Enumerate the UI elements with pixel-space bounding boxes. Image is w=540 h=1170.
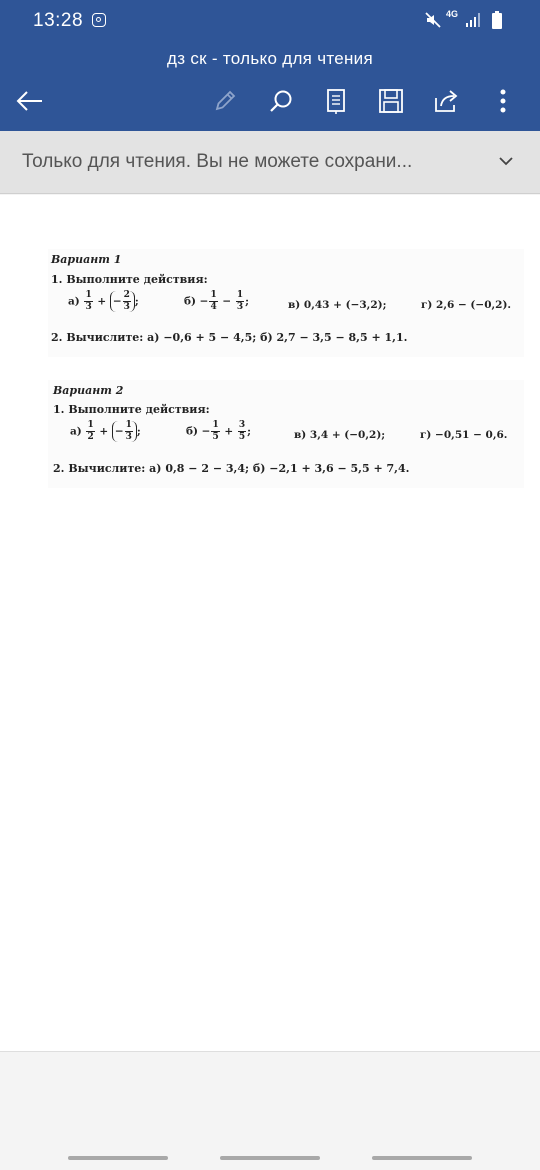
variant-2-item-a: а) $\frac{1}{2}$ + − $\frac{1}{3}$ ; <box>70 420 141 442</box>
variant-2-image <box>48 380 524 488</box>
variant-1-item-g: г) 2,6 − (−0,2). <box>421 299 512 311</box>
variant-1-title: Вариант 1 <box>51 253 122 266</box>
status-time: 13:28 <box>33 10 84 31</box>
more-button[interactable] <box>486 84 520 118</box>
more-icon <box>499 88 507 114</box>
fraction: $\frac{1}{3}$ <box>85 290 92 312</box>
variant-1-task-1: 1. Выполните действия: <box>51 273 208 286</box>
variant-1-item-v: в) 0,43 + (−3,2); <box>288 299 387 311</box>
variant-1-item-a: а) $\frac{1}{3}$ + − $\frac{2}{3}$ ; <box>68 290 139 312</box>
save-icon <box>378 88 404 114</box>
network-type: 4G <box>446 9 459 19</box>
nav-handle-right[interactable] <box>372 1156 472 1160</box>
search-button[interactable] <box>264 84 298 118</box>
fraction: $\frac{1}{5}$ <box>212 420 219 442</box>
battery-icon <box>492 11 502 29</box>
variant-1-item-b: б) − $\frac{1}{4}$ − $\frac{1}{3}$ ; <box>184 290 249 312</box>
fraction: $\frac{1}{3}$ <box>125 420 132 442</box>
edit-button[interactable] <box>208 84 242 118</box>
variant-1-task-2: 2. Вычислите: а) −0,6 + 5 − 4,5; б) 2,7 − 3,5 − 8,5 + 1,1. <box>51 331 408 344</box>
variant-1-image <box>48 249 524 357</box>
fraction: $\frac{1}{4}$ <box>210 290 217 312</box>
search-icon <box>268 88 294 114</box>
fraction: $\frac{3}{5}$ <box>238 420 246 442</box>
nav-handle-left[interactable] <box>68 1156 168 1160</box>
variant-2-item-v: в) 3,4 + (−0,2); <box>294 429 386 441</box>
gesture-nav-bar <box>0 1146 540 1170</box>
chevron-down-icon[interactable] <box>498 155 514 167</box>
read-only-message: Только для чтения. Вы не можете сохрани... <box>22 151 413 172</box>
share-button[interactable] <box>430 84 464 118</box>
app-bar <box>0 0 540 131</box>
variant-2-item-g: г) −0,51 − 0,6. <box>420 429 508 441</box>
instagram-icon <box>92 13 106 27</box>
pencil-icon <box>212 88 238 114</box>
reading-view-icon <box>325 88 347 114</box>
fraction: $\frac{2}{3}$ <box>123 290 130 312</box>
back-arrow-icon <box>15 90 43 112</box>
fraction: $\frac{1}{2}$ <box>87 420 94 442</box>
variant-2-item-b: б) − $\frac{1}{5}$ + $\frac{3}{5}$ ; <box>186 420 251 442</box>
document-page[interactable] <box>0 195 540 1052</box>
document-title: дз ск - только для чтения <box>166 49 373 68</box>
variant-2-task-1: 1. Выполните действия: <box>53 403 210 416</box>
variant-2-task-2: 2. Вычислите: а) 0,8 − 2 − 3,4; б) −2,1 + 3,6 − 5,5 + 7,4. <box>53 462 410 475</box>
reading-view-button[interactable] <box>319 84 353 118</box>
read-only-banner[interactable] <box>0 131 540 194</box>
share-icon <box>433 88 461 114</box>
fraction: $\frac{1}{3}$ <box>236 290 244 312</box>
save-button[interactable] <box>374 84 408 118</box>
mute-icon <box>424 11 442 29</box>
signal-icon <box>466 13 482 27</box>
back-button[interactable] <box>12 84 46 118</box>
nav-handle-center[interactable] <box>220 1156 320 1160</box>
variant-2-title: Вариант 2 <box>53 384 124 397</box>
